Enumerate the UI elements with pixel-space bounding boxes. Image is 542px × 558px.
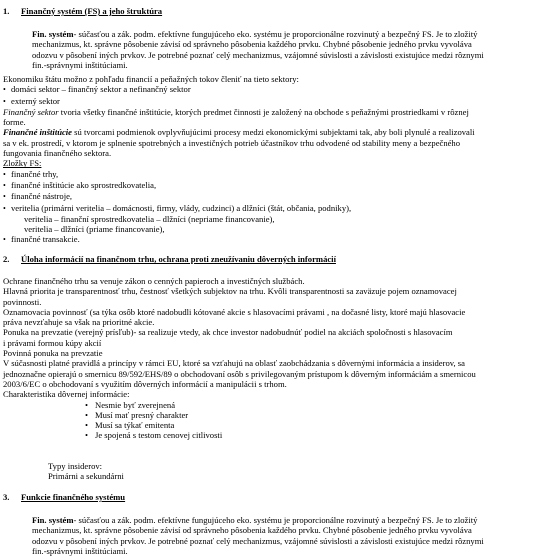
insider-types-value: Primárni a sekundárni <box>48 471 124 482</box>
paragraph-line: V súčasnosti platné pravidlá a princípy v rámci EU, ktoré sa vzťahujú na oblasť zaobchádzania s dôvernými informácia a insiderov, sa <box>3 358 465 369</box>
paragraph-line: i právami formou kúpy akcií <box>3 337 102 348</box>
characteristic-item: • Nesmie byť zverejnená <box>3 400 535 410</box>
paragraph-line: jednoznačne opierajú o smernicu 89/592/EHS/89 o obchodovaní osôb s privilegovaným prístupom k dôverným informáciám a smernicou <box>3 368 476 379</box>
list-item: • finančné nástroje, <box>3 191 535 202</box>
paragraph-line: Hlavná priorita je transparentnosť trhu, čestnosť všetkých subjektov na trhu. Kvôli transparentnosti sa zaväzuje pojem oznamovacej <box>3 286 457 297</box>
section-3-number: 3. <box>3 492 10 502</box>
definition-text-1: - súčasťou a zák. podm. efektívne fungujúceho eko. systému je proporcionálne rozvinutý a bezpečný FS. Je to zložitý <box>73 29 478 39</box>
section-1-title: Finančný systém (FS) a jeho štruktúra <box>21 6 163 16</box>
characteristic-item: • Musí mať presný charakter <box>3 410 535 420</box>
characteristic-item: • Musí sa týkať emitenta <box>3 420 535 430</box>
list-item: • domáci sektor – finančný sektor a nefinančný sektor <box>3 84 535 95</box>
insider-types-label: Typy insiderov: <box>48 461 103 471</box>
section-3-definition <box>32 515 532 556</box>
definition-term: Fin. systém <box>32 515 74 525</box>
section-3-title: Funkcie finančného systému <box>21 492 126 502</box>
definition-text-4: fin.-správnymi inštitúciami. <box>32 545 128 556</box>
list-item: • finančné trhy, <box>3 169 535 180</box>
financial-sector-text-2: forme. <box>3 117 26 128</box>
paragraph-line: Charakteristika dôvernej informácie: <box>3 389 130 400</box>
section-1-definition <box>32 29 532 70</box>
financial-institutions-text: sú tvorcami podmienok ovplyvňujúcimi procesy medzi ekonomickými subjektami tak, aby boli plynulé a realizovali <box>72 127 475 138</box>
definition-text-3: odozvu v pôsobení iných prvkov. Je potrebné poznať celý mechanizmus, vzájomné súvislosti a závislosti existujúce medzi rôznymi <box>32 49 484 60</box>
characteristic-item: • Je spojená s testom cenovej citlivosti <box>3 430 535 440</box>
components-label: Zložky FS: <box>3 158 42 169</box>
list-item: • veritelia (primárni veritelia – domácnosti, firmy, vlády, cudzinci) a dlžníci (štát, občania, podniky), <box>3 203 535 214</box>
section-1-body <box>3 74 535 246</box>
sub-list-item: veritelia – finanční sprostredkovatelia – dlžníci (nepriame financovanie), <box>24 213 275 224</box>
paragraph-line: práva nevzťahuje sa však na prioritné akcie. <box>3 317 155 328</box>
financial-sector-term: Finančný sektor <box>3 106 59 117</box>
paragraph-line: 2003/6/EC o obchodovaní s využitím dôverných informácií a manipulácii s trhom. <box>3 378 287 389</box>
section-2-heading <box>3 254 336 264</box>
section-1-number: 1. <box>3 6 10 16</box>
financial-institutions-term: Finančné inštitúcie <box>3 127 73 138</box>
financial-institutions-text-3: fungovania finančného sektora. <box>3 148 112 159</box>
definition-text-4: fin.-správnymi inštitúciami. <box>32 59 128 70</box>
definition-term: Fin. systém <box>32 29 74 39</box>
section-1-heading <box>3 6 162 16</box>
list-item: • finančné inštitúcie ako sprostredkovatelia, <box>3 180 535 191</box>
section-2-number: 2. <box>3 254 10 264</box>
paragraph-line: Ponuka na prevzatie (verejný prísľub)- sa realizuje vtedy, ak chce investor nadobudnúť podiel na akciách spoločnosti s hlasovacím <box>3 327 453 338</box>
section-3-heading <box>3 492 125 502</box>
financial-sector-text: tvoria všetky finančné inštitúcie, ktorých predmet činnosti je založený na obchode s peňažnými prostriedkami v rôznej <box>58 106 469 117</box>
section-2-body <box>3 276 535 441</box>
list-item: • externý sektor <box>3 96 535 107</box>
paragraph-line: Oznamovacia povinnosť (sa týka osôb ktoré nadobudli kótované akcie s hlasovacími právami , na dočasné listy, ktoré majú hlasovacie <box>3 306 466 317</box>
sub-list-item: veritelia – dlžníci (priame financovanie), <box>24 224 165 235</box>
list-item: • finančné transakcie. <box>3 234 535 245</box>
paragraph-line: Ochrane finančného trhu sa venuje zákon o cenných papieroch a investičných službách. <box>3 276 305 286</box>
insider-types <box>48 461 542 482</box>
definition-text-2: mechanizmus, kt. správne pôsobenie závisí od správneho pôsobenia každého prvku. Chybné pôsobenie jedného prvku vyvoláva <box>32 525 472 536</box>
definition-text-3: odozvu v pôsobení iných prvkov. Je potrebné poznať celý mechanizmus, vzájomné súvislosti a závislosti existujúce medzi rôznymi <box>32 535 484 546</box>
paragraph-line: Povinná ponuka na prevzatie <box>3 348 103 359</box>
financial-institutions-text-2: sa v ek. prostredí, v ktorom je splnenie spotrebných a investičných potrieb účastníkov trhu odvodené od stability meny a bezpečného <box>3 137 461 148</box>
definition-text-2: mechanizmus, kt. správne pôsobenie závisí od správneho pôsobenia každého prvku. Chybné pôsobenie jedného prvku vyvoláva <box>32 39 472 50</box>
paragraph-line: povinnosti. <box>3 296 42 307</box>
definition-text-1: - súčasťou a zák. podm. efektívne fungujúceho eko. systému je proporcionálne rozvinutý a bezpečný FS. Je to zložitý <box>73 515 478 525</box>
section-2-title: Úloha informácií na finančnom trhu, ochrana proti zneužívaniu dôverných informácií <box>21 254 336 264</box>
economy-intro: Ekonomiku štátu možno z pohľadu financií a peňažných tokov členiť na tieto sektory: <box>3 74 299 84</box>
